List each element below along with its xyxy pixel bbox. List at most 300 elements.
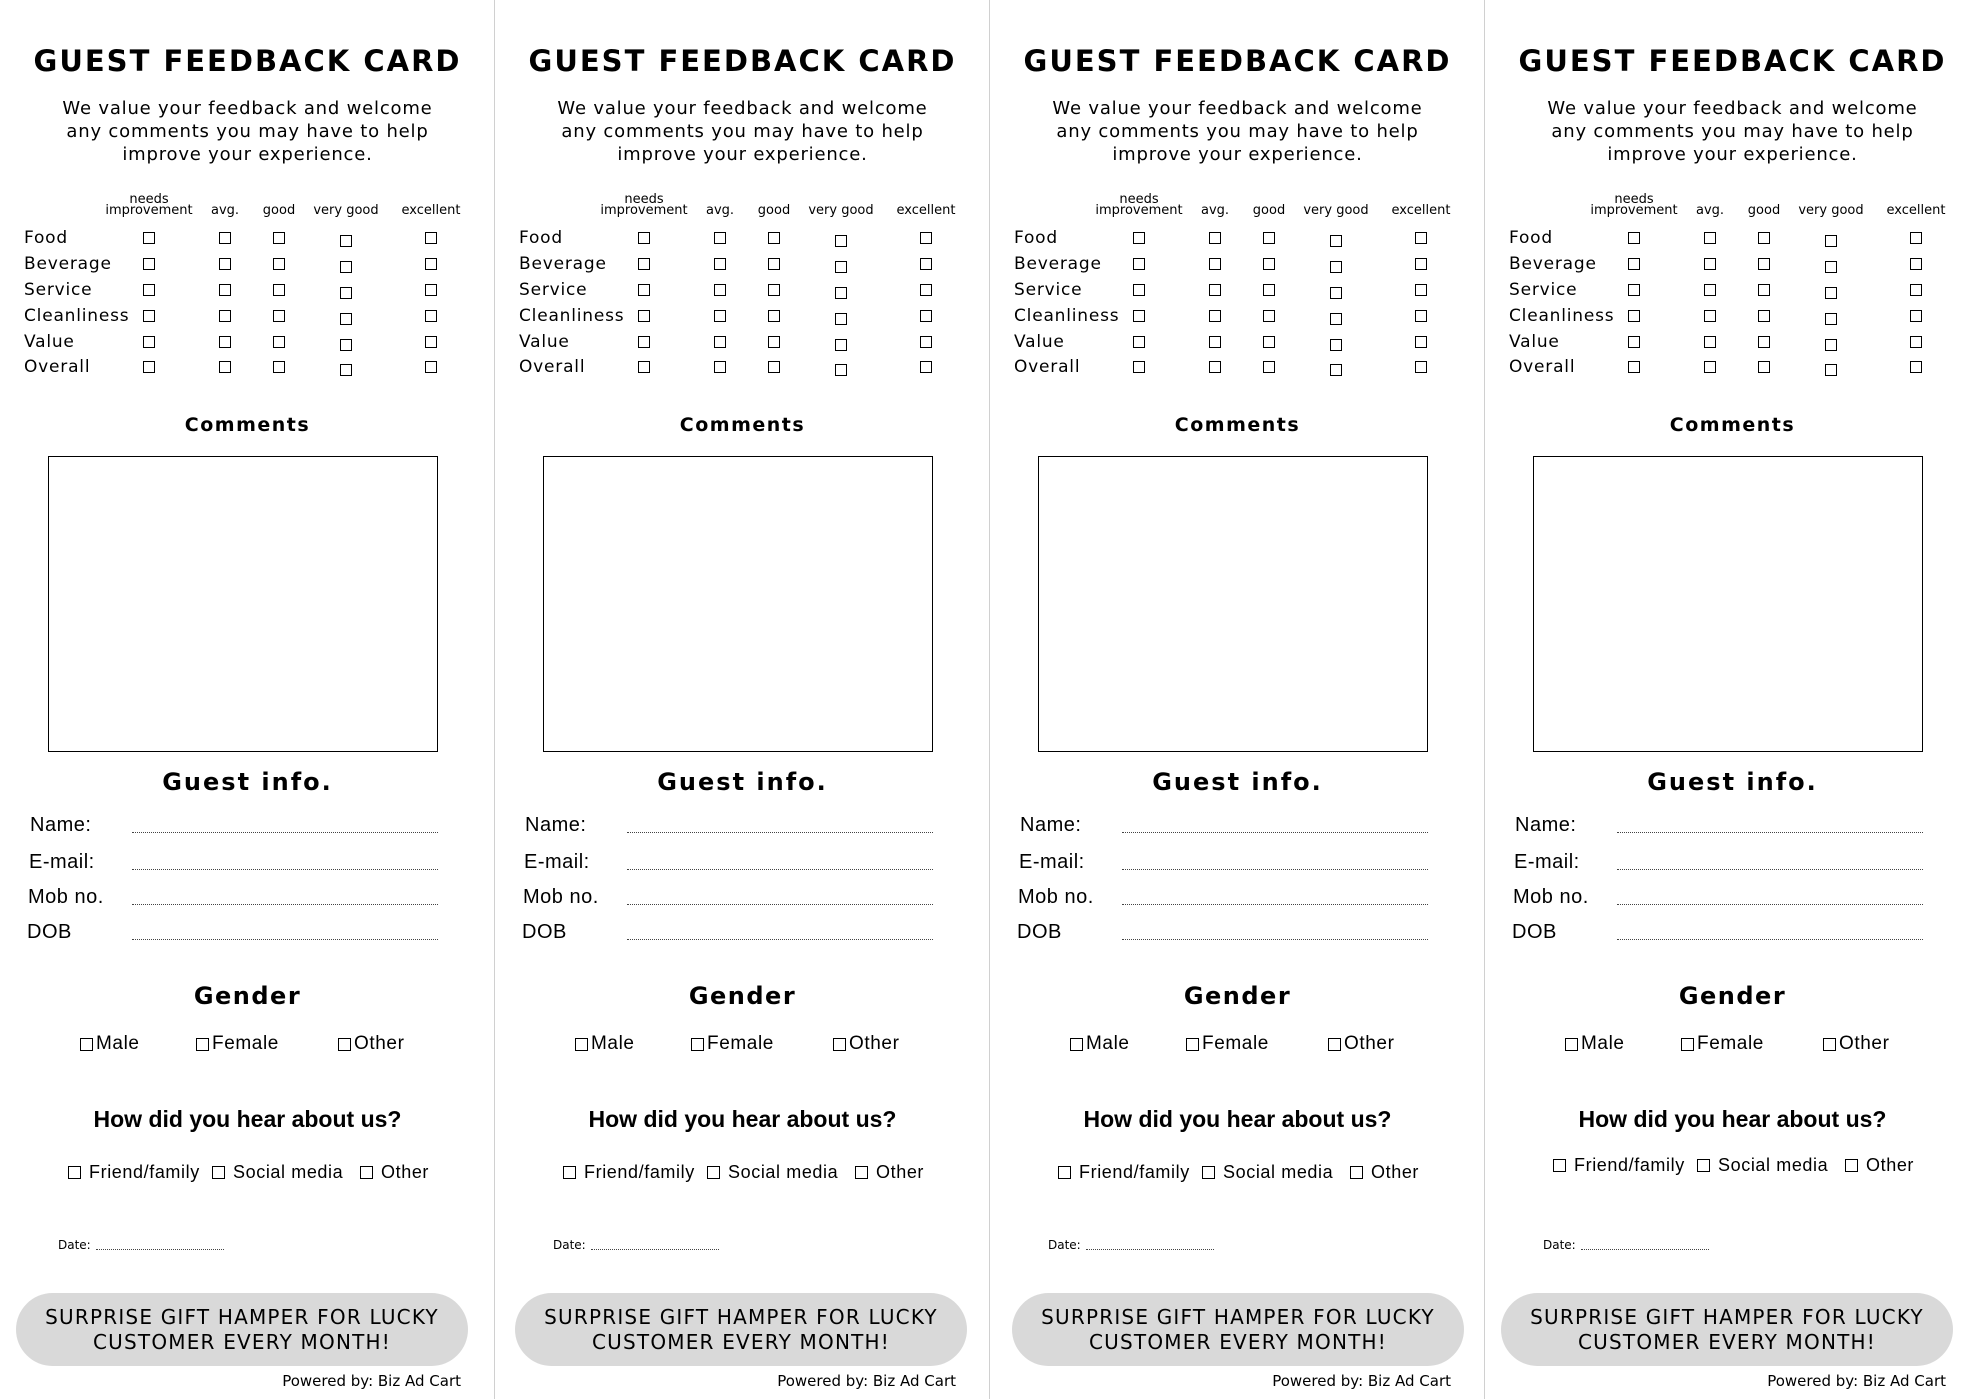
rating-checkbox[interactable] [1910,361,1922,373]
rating-checkbox[interactable] [1910,336,1922,348]
hear-option-label: Other [1371,1162,1420,1182]
hear-option-label: Social media [233,1162,344,1182]
rating-column-header: very good [1798,203,1864,218]
gender-option[interactable] [575,1033,635,1055]
rating-checkbox[interactable] [1209,361,1221,373]
rating-checkbox[interactable] [1133,310,1145,322]
rating-checkbox[interactable] [714,258,726,270]
rating-checkbox[interactable] [1704,284,1716,296]
rating-checkbox[interactable] [920,361,932,373]
gender-checkbox[interactable] [575,1038,588,1051]
hear-option[interactable] [68,1162,200,1183]
rating-checkbox[interactable] [768,336,780,348]
card-title: GUEST FEEDBACK CARD [1518,44,1947,78]
guest-field-label: Name: [30,814,92,836]
rating-checkbox[interactable] [1758,310,1770,322]
rating-checkbox[interactable] [1209,336,1221,348]
rating-checkbox[interactable] [143,336,155,348]
date-field [1048,1238,1214,1252]
rating-checkbox[interactable] [1704,336,1716,348]
hear-checkbox[interactable] [1553,1159,1566,1172]
guest-field-input[interactable] [132,832,438,833]
gender-checkbox[interactable] [338,1038,351,1051]
comments-textarea[interactable] [1533,456,1923,752]
rating-checkbox[interactable] [425,284,437,296]
rating-checkbox[interactable] [1910,310,1922,322]
hear-option[interactable] [360,1162,429,1183]
rating-checkbox[interactable] [768,258,780,270]
hear-option[interactable] [855,1162,924,1183]
rating-checkbox[interactable] [638,258,650,270]
rating-row-label: Beverage [1509,254,1597,274]
hear-option[interactable] [1202,1162,1333,1183]
rating-checkbox[interactable] [1758,232,1770,244]
rating-checkbox[interactable] [1825,287,1837,299]
feedback-card [495,0,990,1399]
rating-checkbox[interactable] [273,258,285,270]
rating-row-label: Value [519,332,570,352]
gender-option[interactable] [1565,1033,1625,1055]
rating-column-header: good [262,203,296,218]
gender-heading: Gender [1183,982,1292,1010]
gender-option[interactable] [1823,1033,1890,1055]
gender-checkbox[interactable] [1681,1038,1694,1051]
rating-checkbox[interactable] [1209,284,1221,296]
rating-row-label: Beverage [24,254,112,274]
hear-checkbox[interactable] [563,1166,576,1179]
rating-checkbox[interactable] [425,232,437,244]
hear-checkbox[interactable] [360,1166,373,1179]
hear-about-heading: How did you hear about us? [1083,1106,1392,1132]
gender-option[interactable] [1328,1033,1395,1055]
gender-option-label: Female [212,1033,279,1054]
hear-checkbox[interactable] [707,1166,720,1179]
comments-textarea[interactable] [543,456,933,752]
rating-checkbox[interactable] [340,313,352,325]
hear-about-heading: How did you hear about us? [1578,1106,1887,1132]
rating-grid [990,192,1485,377]
hear-checkbox[interactable] [68,1166,81,1179]
gender-option-label: Female [1202,1033,1269,1054]
rating-checkbox[interactable] [1758,336,1770,348]
gender-checkbox[interactable] [833,1038,846,1051]
rating-column-header: excellent [401,203,461,218]
rating-checkbox[interactable] [1263,361,1275,373]
rating-row-label: Food [1509,228,1553,248]
rating-column-header: needs improvement [600,192,688,218]
rating-checkbox[interactable] [143,232,155,244]
promo-banner [515,1293,967,1366]
rating-column-header: needs improvement [105,192,193,218]
rating-checkbox[interactable] [1415,284,1427,296]
powered-by: Powered by: Biz Ad Cart [777,1372,956,1390]
rating-column-header: excellent [896,203,956,218]
rating-checkbox[interactable] [273,336,285,348]
rating-checkbox[interactable] [1209,232,1221,244]
rating-row-label: Value [1509,332,1560,352]
guest-field-input[interactable] [132,869,438,870]
gender-heading: Gender [193,982,302,1010]
rating-checkbox[interactable] [1263,258,1275,270]
hear-option[interactable] [1350,1162,1419,1183]
hear-checkbox[interactable] [212,1166,225,1179]
card-intro: We value your feedback and welcome any comments you may have to help improve your experience. [1052,98,1423,165]
rating-row-label: Value [1014,332,1065,352]
promo-text: SURPRISE GIFT HAMPER FOR LUCKY CUSTOMER EVERY MONTH! [1041,1304,1435,1354]
rating-checkbox[interactable] [1330,339,1342,351]
rating-checkbox[interactable] [1825,339,1837,351]
rating-checkbox[interactable] [425,310,437,322]
rating-checkbox[interactable] [1910,258,1922,270]
rating-row-label: Cleanliness [519,306,625,326]
card-title: GUEST FEEDBACK CARD [1023,44,1452,78]
rating-checkbox[interactable] [835,235,847,247]
gender-option-label: Other [849,1033,900,1054]
hear-option[interactable] [707,1162,838,1183]
hear-checkbox[interactable] [855,1166,868,1179]
rating-checkbox[interactable] [1330,235,1342,247]
hear-option-label: Social media [1718,1155,1829,1175]
rating-checkbox[interactable] [340,364,352,376]
rating-checkbox[interactable] [638,284,650,296]
guest-info-heading: Guest info. [657,768,828,796]
rating-checkbox[interactable] [1415,310,1427,322]
rating-row-label: Beverage [519,254,607,274]
hear-option-label: Social media [728,1162,839,1182]
hear-checkbox[interactable] [1697,1159,1710,1172]
rating-checkbox[interactable] [638,361,650,373]
rating-row-label: Cleanliness [1509,306,1615,326]
rating-checkbox[interactable] [638,232,650,244]
guest-field-input[interactable] [627,939,933,940]
rating-row-label: Food [24,228,68,248]
rating-grid [495,192,990,377]
date-label: Date: [1543,1238,1576,1252]
guest-field-label: DOB [522,921,567,943]
gender-option[interactable] [1186,1033,1269,1055]
hear-about-heading: How did you hear about us? [588,1106,897,1132]
hear-checkbox[interactable] [1202,1166,1215,1179]
rating-checkbox[interactable] [1263,336,1275,348]
guest-field-input[interactable] [1122,869,1428,870]
hear-option[interactable] [1553,1155,1685,1176]
gender-option-label: Male [1581,1033,1625,1054]
date-input[interactable] [1581,1249,1709,1250]
rating-column-header: avg. [705,203,735,218]
guest-field-input[interactable] [1617,939,1923,940]
rating-checkbox[interactable] [714,284,726,296]
rating-checkbox[interactable] [920,336,932,348]
card-title: GUEST FEEDBACK CARD [33,44,462,78]
guest-field-input[interactable] [1122,832,1428,833]
rating-checkbox[interactable] [425,336,437,348]
date-label: Date: [553,1238,586,1252]
guest-field-label: Mob no. [1513,886,1589,908]
rating-row-label: Value [24,332,75,352]
rating-checkbox[interactable] [1133,232,1145,244]
hear-checkbox[interactable] [1058,1166,1071,1179]
rating-checkbox[interactable] [768,361,780,373]
rating-checkbox[interactable] [219,310,231,322]
gender-option-label: Other [1344,1033,1395,1054]
guest-field-label: Mob no. [523,886,599,908]
card-divider [989,0,990,1399]
rating-column-header: needs improvement [1590,192,1678,218]
comments-heading: Comments [1669,414,1796,436]
rating-checkbox[interactable] [1133,336,1145,348]
hear-option[interactable] [1697,1155,1828,1176]
rating-checkbox[interactable] [143,310,155,322]
gender-checkbox[interactable] [1186,1038,1199,1051]
rating-checkbox[interactable] [219,284,231,296]
rating-row-label: Service [1014,280,1083,300]
gender-checkbox[interactable] [1328,1038,1341,1051]
rating-checkbox[interactable] [835,313,847,325]
guest-field-input[interactable] [1122,904,1428,905]
hear-option[interactable] [212,1162,343,1183]
date-input[interactable] [96,1249,224,1250]
promo-text: SURPRISE GIFT HAMPER FOR LUCKY CUSTOMER EVERY MONTH! [544,1304,938,1354]
gender-option-label: Male [1086,1033,1130,1054]
gender-option[interactable] [80,1033,140,1055]
guest-field-label: E-mail: [1019,851,1085,873]
rating-checkbox[interactable] [1133,361,1145,373]
rating-checkbox[interactable] [143,361,155,373]
rating-checkbox[interactable] [273,284,285,296]
rating-checkbox[interactable] [1415,232,1427,244]
rating-row-label: Overall [1509,357,1576,377]
rating-checkbox[interactable] [638,310,650,322]
rating-checkbox[interactable] [638,336,650,348]
rating-checkbox[interactable] [425,258,437,270]
rating-checkbox[interactable] [1330,261,1342,273]
rating-checkbox[interactable] [143,284,155,296]
comments-textarea[interactable] [48,456,438,752]
hear-checkbox[interactable] [1350,1166,1363,1179]
rating-checkbox[interactable] [1133,284,1145,296]
gender-option[interactable] [833,1033,900,1055]
rating-checkbox[interactable] [1263,310,1275,322]
promo-text: SURPRISE GIFT HAMPER FOR LUCKY CUSTOMER EVERY MONTH! [45,1304,439,1354]
rating-checkbox[interactable] [143,258,155,270]
rating-checkbox[interactable] [1628,361,1640,373]
hear-option-label: Friend/family [1079,1162,1190,1182]
rating-column-header: avg. [1695,203,1725,218]
rating-checkbox[interactable] [920,284,932,296]
rating-checkbox[interactable] [1415,361,1427,373]
date-input[interactable] [1086,1249,1214,1250]
rating-column-header: very good [313,203,379,218]
guest-field-input[interactable] [1617,869,1923,870]
feedback-card [1485,0,1980,1399]
rating-column-header: avg. [1200,203,1230,218]
rating-checkbox[interactable] [1704,361,1716,373]
guest-field-label: DOB [1512,921,1557,943]
rating-checkbox[interactable] [340,339,352,351]
gender-option[interactable] [1070,1033,1130,1055]
rating-row-label: Overall [24,357,91,377]
rating-column-header: good [1747,203,1781,218]
rating-checkbox[interactable] [1415,258,1427,270]
rating-checkbox[interactable] [1758,258,1770,270]
rating-checkbox[interactable] [1628,258,1640,270]
rating-checkbox[interactable] [340,261,352,273]
gender-checkbox[interactable] [1565,1038,1578,1051]
rating-checkbox[interactable] [219,232,231,244]
rating-checkbox[interactable] [1330,313,1342,325]
gender-option[interactable] [691,1033,774,1055]
rating-checkbox[interactable] [714,336,726,348]
gender-checkbox[interactable] [196,1038,209,1051]
guest-field-label: Name: [1020,814,1082,836]
rating-checkbox[interactable] [1263,284,1275,296]
rating-checkbox[interactable] [1910,284,1922,296]
rating-checkbox[interactable] [1825,313,1837,325]
hear-option-label: Other [876,1162,925,1182]
rating-checkbox[interactable] [1758,361,1770,373]
rating-row-label: Overall [1014,357,1081,377]
rating-checkbox[interactable] [219,361,231,373]
gender-checkbox[interactable] [691,1038,704,1051]
rating-checkbox[interactable] [1704,258,1716,270]
rating-checkbox[interactable] [835,364,847,376]
rating-checkbox[interactable] [1704,310,1716,322]
rating-row-label: Overall [519,357,586,377]
guest-field-label: Mob no. [28,886,104,908]
rating-checkbox[interactable] [920,258,932,270]
feedback-card [990,0,1485,1399]
gender-option[interactable] [338,1033,405,1055]
hear-option-label: Other [381,1162,430,1182]
guest-field-label: DOB [1017,921,1062,943]
card-intro: We value your feedback and welcome any comments you may have to help improve your experience. [1547,98,1918,165]
rating-checkbox[interactable] [1628,284,1640,296]
hear-option-label: Other [1866,1155,1915,1175]
rating-checkbox[interactable] [1628,336,1640,348]
rating-checkbox[interactable] [1758,284,1770,296]
card-intro: We value your feedback and welcome any comments you may have to help improve your experience. [557,98,928,165]
rating-row-label: Beverage [1014,254,1102,274]
rating-checkbox[interactable] [920,310,932,322]
guest-field-input[interactable] [132,939,438,940]
feedback-card [0,0,495,1399]
rating-checkbox[interactable] [1825,235,1837,247]
date-field [553,1238,719,1252]
rating-column-header: very good [1303,203,1369,218]
comments-textarea[interactable] [1038,456,1428,752]
rating-checkbox[interactable] [1825,261,1837,273]
hear-option[interactable] [1845,1155,1914,1176]
guest-field-label: E-mail: [1514,851,1580,873]
guest-info-heading: Guest info. [162,768,333,796]
hear-about-heading: How did you hear about us? [93,1106,402,1132]
guest-field-input[interactable] [627,869,933,870]
rating-checkbox[interactable] [714,232,726,244]
hear-option[interactable] [1058,1162,1190,1183]
gender-option-label: Male [591,1033,635,1054]
powered-by: Powered by: Biz Ad Cart [1767,1372,1946,1390]
gender-checkbox[interactable] [1823,1038,1836,1051]
rating-checkbox[interactable] [1133,258,1145,270]
promo-banner [1501,1293,1953,1366]
rating-checkbox[interactable] [273,310,285,322]
card-title: GUEST FEEDBACK CARD [528,44,957,78]
hear-option-label: Social media [1223,1162,1334,1182]
rating-checkbox[interactable] [340,235,352,247]
rating-checkbox[interactable] [835,339,847,351]
promo-text: SURPRISE GIFT HAMPER FOR LUCKY CUSTOMER EVERY MONTH! [1530,1304,1924,1354]
gender-option[interactable] [1681,1033,1764,1055]
date-field [1543,1238,1709,1252]
rating-column-header: excellent [1886,203,1946,218]
hear-checkbox[interactable] [1845,1159,1858,1172]
gender-option-label: Female [707,1033,774,1054]
rating-checkbox[interactable] [1209,310,1221,322]
guest-field-input[interactable] [1617,904,1923,905]
rating-checkbox[interactable] [425,361,437,373]
rating-checkbox[interactable] [1263,232,1275,244]
rating-checkbox[interactable] [1825,364,1837,376]
rating-checkbox[interactable] [768,284,780,296]
guest-field-input[interactable] [627,832,933,833]
rating-checkbox[interactable] [1415,336,1427,348]
rating-checkbox[interactable] [219,258,231,270]
rating-checkbox[interactable] [714,310,726,322]
hear-option[interactable] [563,1162,695,1183]
rating-checkbox[interactable] [835,287,847,299]
rating-checkbox[interactable] [1910,232,1922,244]
rating-checkbox[interactable] [219,336,231,348]
rating-checkbox[interactable] [1330,364,1342,376]
date-input[interactable] [591,1249,719,1250]
rating-checkbox[interactable] [768,310,780,322]
rating-row-label: Service [519,280,588,300]
gender-heading: Gender [1678,982,1787,1010]
rating-checkbox[interactable] [273,232,285,244]
rating-column-header: excellent [1391,203,1451,218]
rating-checkbox[interactable] [340,287,352,299]
rating-checkbox[interactable] [273,361,285,373]
gender-checkbox[interactable] [80,1038,93,1051]
guest-field-label: Mob no. [1018,886,1094,908]
rating-row-label: Service [1509,280,1578,300]
rating-checkbox[interactable] [1209,258,1221,270]
powered-by: Powered by: Biz Ad Cart [282,1372,461,1390]
rating-checkbox[interactable] [768,232,780,244]
rating-column-header: good [1252,203,1286,218]
rating-checkbox[interactable] [1704,232,1716,244]
rating-row-label: Food [1014,228,1058,248]
rating-checkbox[interactable] [1628,310,1640,322]
guest-field-input[interactable] [627,904,933,905]
rating-checkbox[interactable] [835,261,847,273]
guest-field-input[interactable] [132,904,438,905]
gender-option[interactable] [196,1033,279,1055]
guest-field-input[interactable] [1122,939,1428,940]
gender-heading: Gender [688,982,797,1010]
gender-option-label: Female [1697,1033,1764,1054]
rating-checkbox[interactable] [1330,287,1342,299]
rating-checkbox[interactable] [920,232,932,244]
gender-checkbox[interactable] [1070,1038,1083,1051]
rating-checkbox[interactable] [1628,232,1640,244]
guest-field-input[interactable] [1617,832,1923,833]
powered-by: Powered by: Biz Ad Cart [1272,1372,1451,1390]
date-field [58,1238,224,1252]
gender-option-label: Male [96,1033,140,1054]
rating-checkbox[interactable] [714,361,726,373]
rating-column-header: very good [808,203,874,218]
